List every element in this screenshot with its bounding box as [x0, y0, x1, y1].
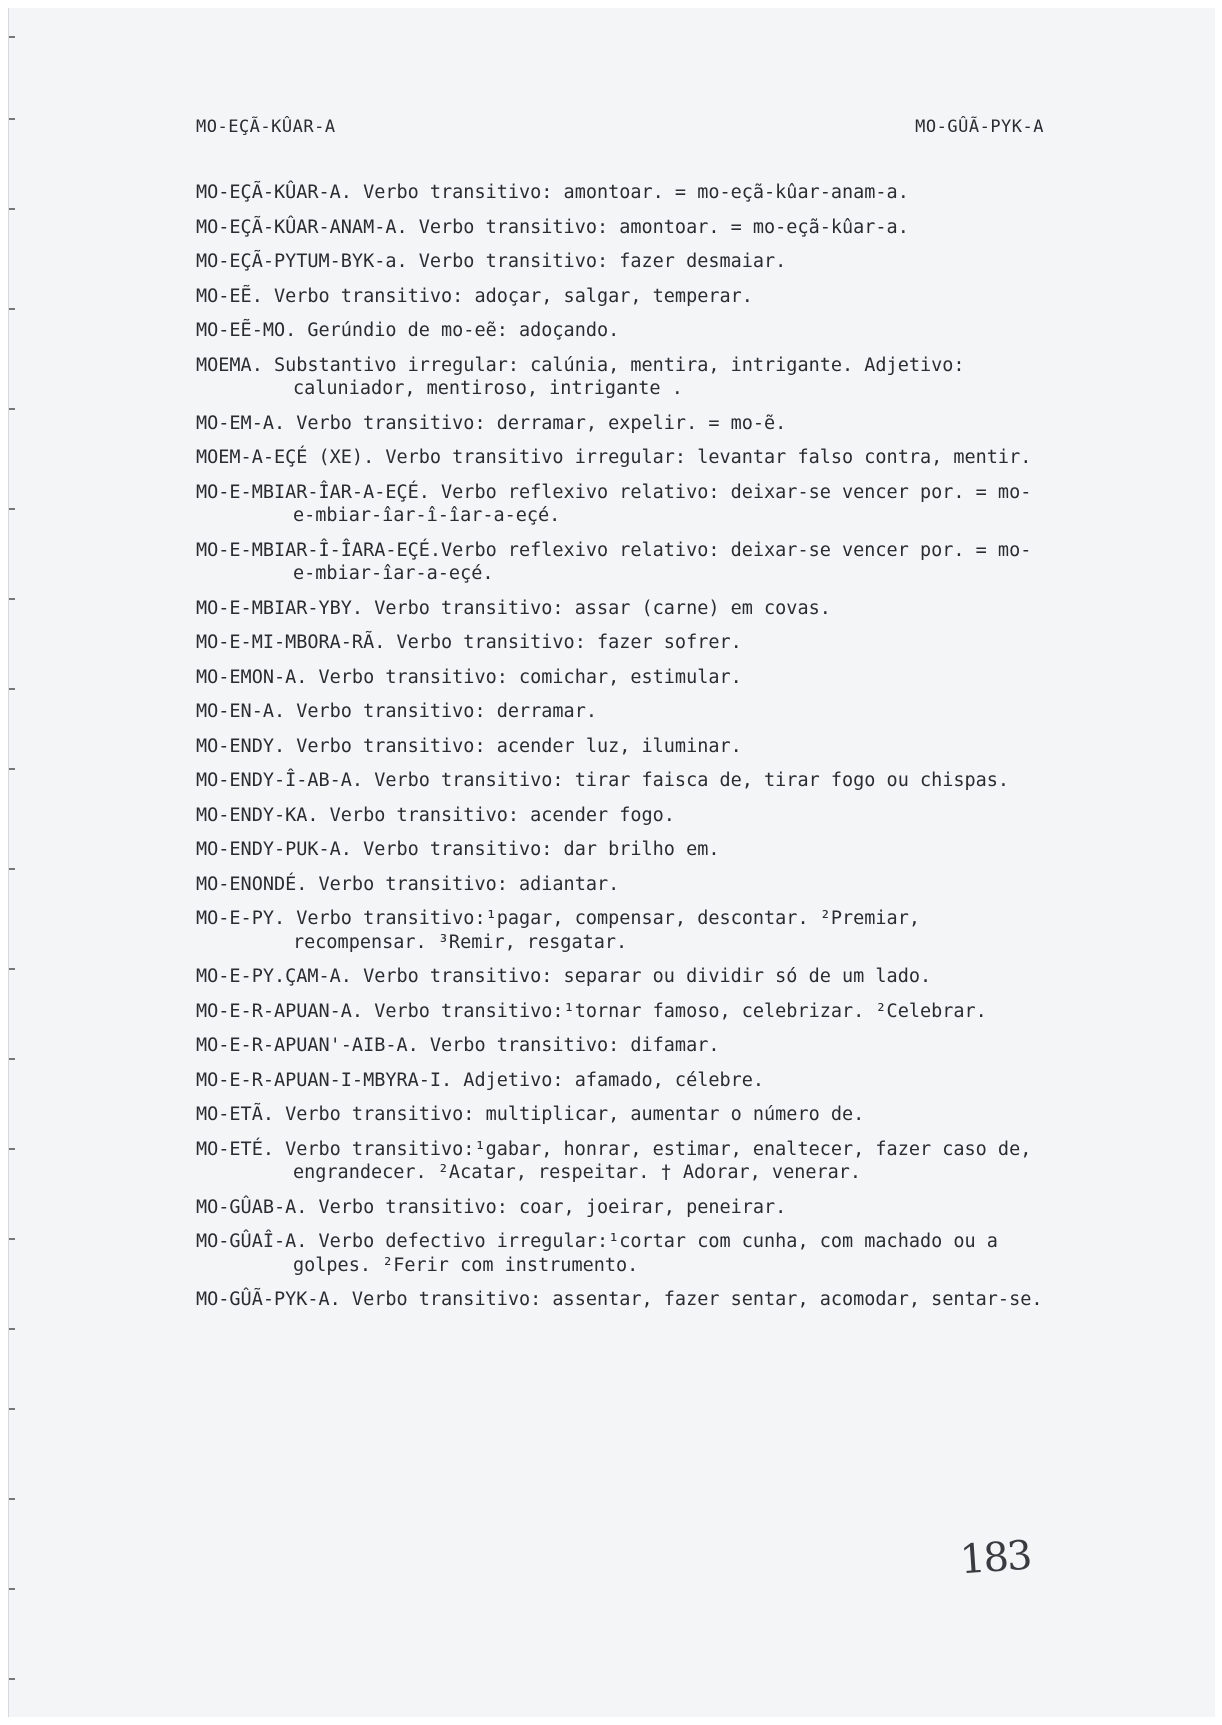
dictionary-entry: MO-ETÃ. Verbo transitivo: multiplicar, aumentar o número de.: [196, 1104, 865, 1125]
dictionary-entry: MO-E-R-APUAN-A. Verbo transitivo:¹tornar famoso, celebrizar. ²Celebrar.: [196, 1000, 987, 1022]
margin-tick-marks: [9, 8, 21, 1717]
dictionary-entry: MOEM-A-EÇÉ (XE). Verbo transitivo irregular: levantar falso contra, mentir.: [196, 447, 1032, 468]
dictionary-entry: MO-ENDY-Î-AB-A. Verbo transitivo: tirar faisca de, tirar fogo ou chispas.: [196, 770, 1010, 791]
dictionary-entry: MO-GÛAB-A. Verbo transitivo: coar, joeirar, peneirar.: [196, 1196, 787, 1218]
dictionary-entry: MO-ETÉ. Verbo transitivo:¹gabar, honrar, estimar, enaltecer, fazer caso de, engrandecer. ²Acatar, respeitar. † Adorar, venerar.: [196, 1138, 1032, 1183]
handwritten-page-number: 183: [958, 1532, 1032, 1584]
dictionary-entry: MO-E-R-APUAN'-AIB-A. Verbo transitivo: difamar.: [196, 1035, 720, 1056]
dictionary-entry: MO-EM-A. Verbo transitivo: derramar, expelir. = mo-ẽ.: [196, 412, 787, 434]
dictionary-entry: MO-E-R-APUAN-I-MBYRA-I. Adjetivo: afamado, célebre.: [196, 1069, 765, 1091]
dictionary-entry: MO-E-MBIAR-YBY. Verbo transitivo: assar (carne) em covas.: [196, 597, 831, 619]
dictionary-entry: MO-E-MBIAR-ÎAR-A-EÇÉ. Verbo reflexivo relativo: deixar-se vencer por. = mo-e-mbiar-îar-î-îar-a-eçé.: [196, 481, 1032, 526]
dictionary-entry: MOEMA. Substantivo irregular: calúnia, mentira, intrigante. Adjetivo: caluniador, mentiroso, intrigante .: [196, 354, 965, 399]
dictionary-entry: MO-E-PY. Verbo transitivo:¹pagar, compensar, descontar. ²Premiar, recompensar. ³Remir, resgatar.: [196, 908, 920, 953]
running-header: [196, 117, 1044, 143]
header-last-entry: MO-GÛÃ-PYK-A: [915, 117, 1044, 137]
dictionary-entry: MO-E-MI-MBORA-RÃ. Verbo transitivo: fazer sofrer.: [196, 632, 742, 653]
dictionary-entry: MO-EẼ-MO. Gerúndio de mo-eẽ: adoçando.: [196, 320, 620, 341]
dictionary-entry: MO-ENDY-KA. Verbo transitivo: acender fogo.: [196, 804, 675, 826]
header-first-entry: MO-EÇÃ-KÛAR-A: [196, 117, 336, 137]
dictionary-entry: MO-EN-A. Verbo transitivo: derramar.: [196, 701, 597, 722]
dictionary-entry: MO-E-PY.ÇAM-A. Verbo transitivo: separar ou dividir só de um lado.: [196, 966, 932, 987]
dictionary-entry: MO-EMON-A. Verbo transitivo: comichar, estimular.: [196, 666, 742, 688]
dictionary-entry: MO-E-MBIAR-Î-ÎARA-EÇÉ.Verbo reflexivo relativo: deixar-se vencer por. = mo-e-mbiar-îar-a-eçé.: [196, 539, 1032, 584]
dictionary-entry: MO-GÛÃ-PYK-A. Verbo transitivo: assentar, fazer sentar, acomodar, sentar-se.: [196, 1289, 1043, 1310]
dictionary-entry: MO-ENONDÉ. Verbo transitivo: adiantar.: [196, 873, 620, 895]
dictionary-entry: MO-ENDY. Verbo transitivo: acender luz, iluminar.: [196, 735, 742, 757]
dictionary-entry: MO-GÛAÎ-A. Verbo defectivo irregular:¹cortar com cunha, com machado ou a golpes. ²Ferir com instrumento.: [196, 1231, 998, 1276]
dictionary-entry: MO-EÇÃ-PYTUM-BYK-a. Verbo transitivo: fazer desmaiar.: [196, 251, 787, 272]
dictionary-entry: MO-EÇÃ-KÛAR-ANAM-A. Verbo transitivo: amontoar. = mo-eçã-kûar-a.: [196, 216, 909, 238]
dictionary-entry: MO-EẼ. Verbo transitivo: adoçar, salgar, temperar.: [196, 285, 753, 307]
dictionary-entry: MO-EÇÃ-KÛAR-A. Verbo transitivo: amontoar. = mo-eçã-kûar-anam-a.: [196, 182, 909, 203]
dictionary-entry: MO-ENDY-PUK-A. Verbo transitivo: dar brilho em.: [196, 839, 720, 860]
dictionary-entries: [196, 181, 1046, 1323]
